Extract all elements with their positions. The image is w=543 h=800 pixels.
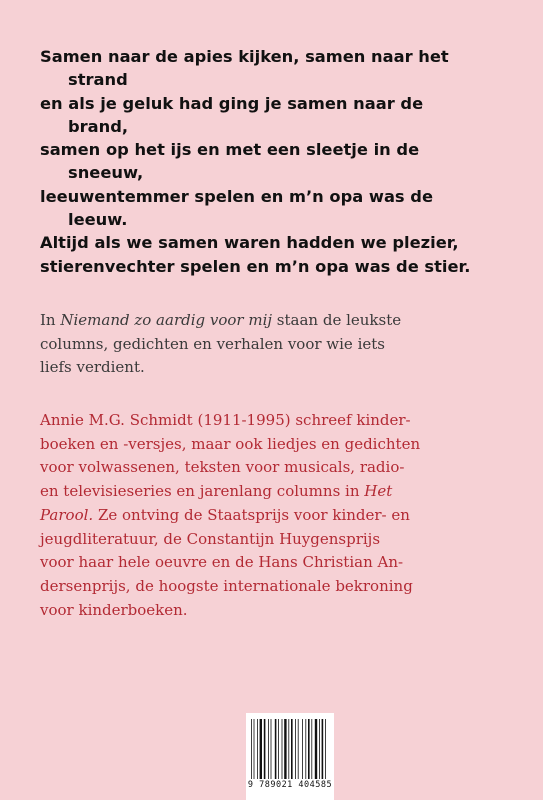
barcode-bar	[254, 719, 255, 779]
newspaper-title: Het	[364, 482, 393, 501]
barcode-bar	[288, 719, 289, 779]
barcode-bar	[308, 719, 310, 779]
barcode-bar	[282, 719, 283, 779]
barcode-bar	[257, 719, 258, 779]
barcode-bar	[268, 719, 269, 779]
bio-line: jeugdliteratuur, de Constantijn Huygensprijs	[40, 529, 381, 548]
blurb-line: columns, gedichten en verhalen voor wie iets	[40, 334, 385, 353]
barcode-bar	[278, 719, 279, 779]
poem-line: leeuwentemmer spelen en m’n opa was de	[40, 186, 433, 206]
blurb-line	[40, 309, 510, 333]
poem-line: strand	[68, 70, 128, 90]
author-biography	[40, 409, 510, 622]
bio-text: Ze ontving de Staatsprijs voor kinder- en	[93, 505, 410, 524]
barcode-bar	[305, 719, 306, 779]
barcode-bar	[295, 719, 296, 779]
poem-excerpt	[40, 45, 510, 278]
poem-line: Samen naar de apies kijken, samen naar het	[40, 47, 449, 66]
bio-line: voor kinderboeken.	[40, 600, 188, 619]
poem-line: Altijd als we samen waren hadden we plezier,	[40, 233, 459, 253]
blurb-prefix: In	[40, 311, 61, 329]
barcode-bar	[319, 719, 320, 779]
bio-text: en televisieseries en jarenlang columns in	[40, 482, 365, 501]
newspaper-title: Parool.	[40, 505, 94, 524]
bio-line	[40, 480, 510, 504]
barcode-bar	[325, 719, 326, 779]
barcode-bar	[275, 719, 277, 779]
poem-line: stierenvechter spelen en m’n opa was de stier.	[40, 256, 471, 276]
barcode-bar	[302, 719, 303, 779]
isbn-barcode	[246, 713, 334, 800]
barcode-bar	[251, 719, 252, 779]
poem-line: sneeuw,	[68, 163, 144, 183]
poem-line: brand,	[68, 116, 129, 136]
bio-line: dersenprijs, de hoogste internationale bekroning	[40, 576, 413, 595]
bio-line: Annie M.G. Schmidt (1911-1995) schreef kinder-	[40, 411, 411, 429]
book-blurb	[40, 309, 510, 380]
barcode-bar	[315, 719, 317, 779]
barcode-bars	[250, 719, 330, 779]
poem-line: en als je geluk had ging je samen naar de	[40, 93, 424, 113]
poem-line: leeuw.	[68, 210, 128, 230]
poem-line: samen op het ijs en met een sleetje in de	[40, 140, 420, 160]
blurb-after-title: staan de leukste	[272, 311, 402, 329]
bio-line: voor haar hele oeuvre en de Hans Christian An-	[40, 553, 404, 572]
book-title: Niemand zo aardig voor mij	[60, 311, 273, 329]
barcode-bar	[271, 719, 272, 779]
barcode-bar	[264, 719, 266, 779]
barcode-bar	[311, 719, 312, 779]
bio-line: voor volwassenen, teksten voor musicals, radio-	[40, 458, 405, 477]
isbn-number: 9 789021 404585	[247, 780, 333, 790]
barcode-bar	[260, 719, 262, 779]
barcode-bar	[322, 719, 324, 779]
bio-line	[40, 504, 510, 528]
barcode-bar	[284, 719, 286, 779]
bio-line: boeken en -versjes, maar ook liedjes en gedichten	[40, 434, 421, 453]
barcode-bar	[298, 719, 299, 779]
blurb-line: liefs verdient.	[40, 358, 145, 376]
barcode-bar	[291, 719, 293, 779]
